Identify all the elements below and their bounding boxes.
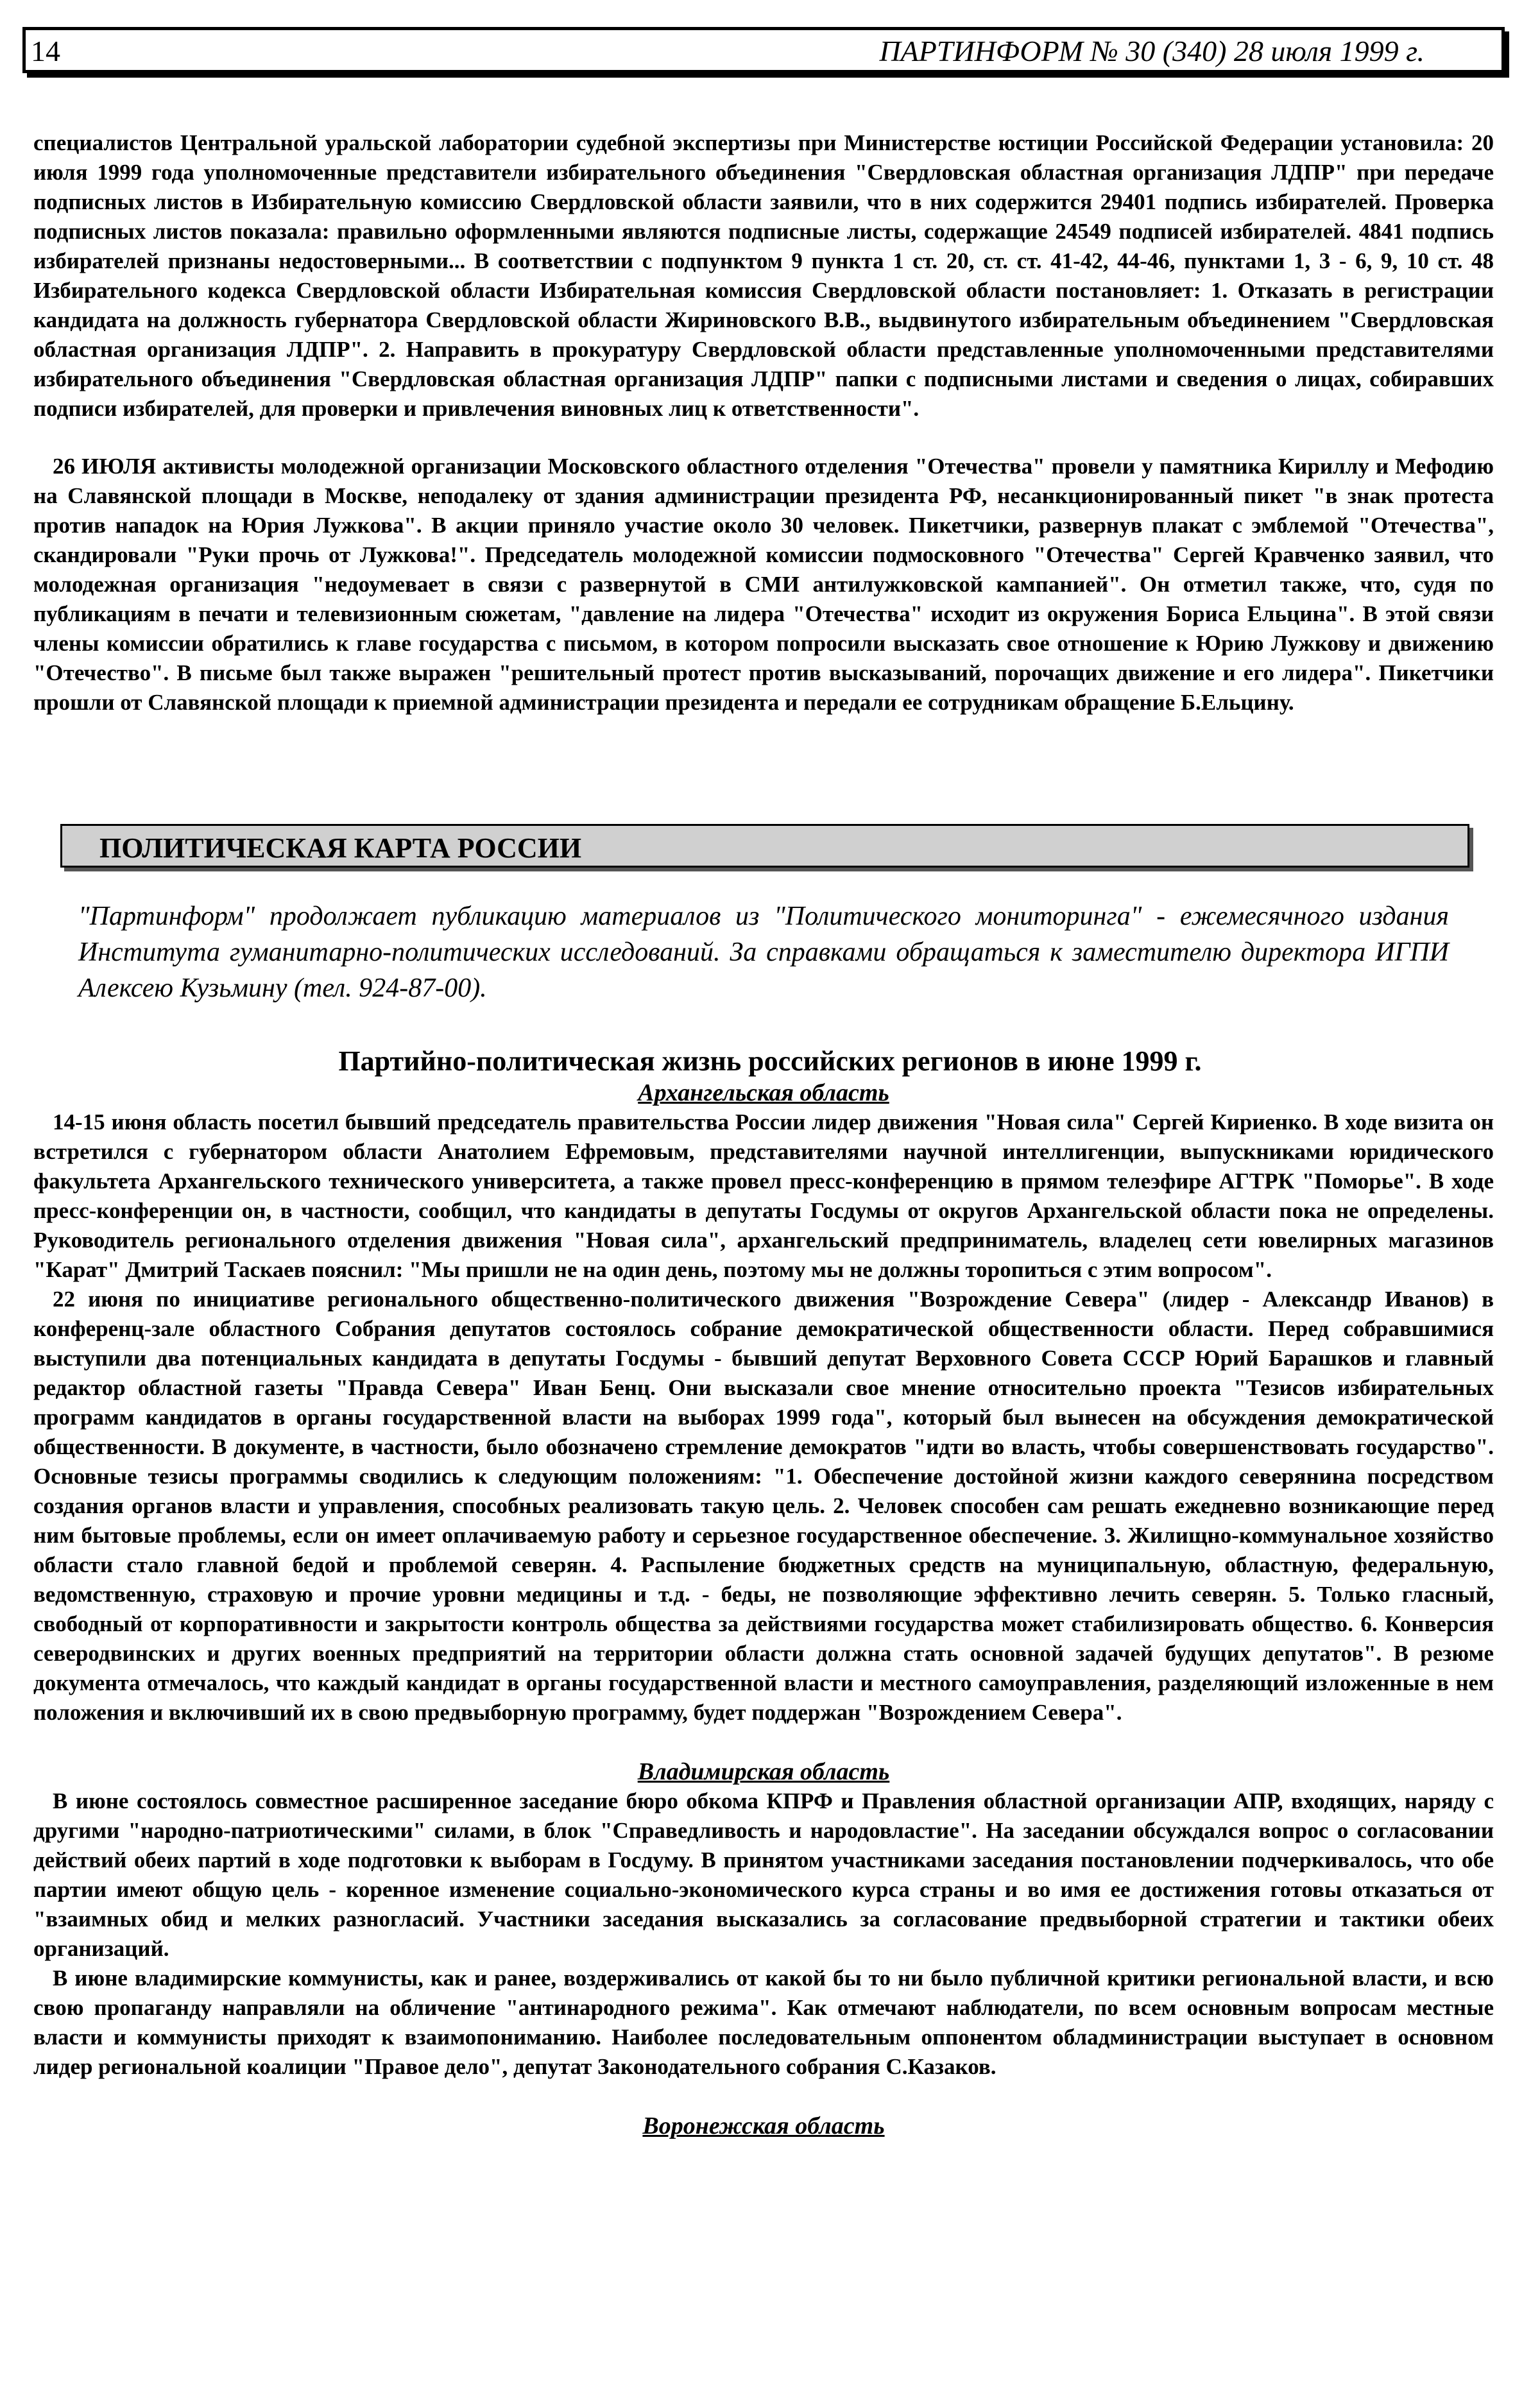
publication-title: ПАРТИНФОРМ № 30 (340) 28 июля 1999 г.	[879, 35, 1425, 67]
region-heading: Архангельская область	[638, 1079, 889, 1106]
paragraph: 22 июня по инициативе регионального общественно-политического движения "Возрождение Севера" (лидер - Александр Иванов) в конференц-зале областного Собрания депутатов состоялось собрание демократической общественности области. Перед собравшимися выступили два потенциальных кандидата в депутаты Госдумы - бывший депутат Верховного Совета СССР Юрий Барашков и главный редактор областной газеты "Правда Севера" Иван Бенц. Они высказали свое мнение относительно проекта "Тезисов избирательных программ кандидатов в органы государственной власти на выборах 1999 года", который был вынесен на обсуждения демократической общественности. В документе, в частности, было обозначено стремление демократов "идти во власть, чтобы совершенствовать государство". Основные тезисы программы сводились к следующим положениям: "1. Обеспечение достойной жизни каждого северянина посредством создания органов власти и управления, способных реализовать такую цель. 2. Человек способен сам решать ежедневно возникающие перед ним бытовые проблемы, если он имеет оплачиваемую работу и серьезное государственное обеспечение. 3. Жилищно-коммунальное хозяйство области стало главной бедой и проблемой северян. 4. Распыление бюджетных средств на муниципальную, областную, федеральную, ведомственную, страховую и прочие уровни медицины и т.д. - беды, не позволяющие эффективно лечить северян. 5. Только гласный, свободный от корпоративности и закрытости контроль общества за действиями государства может стабилизировать общество. 6. Конверсия северодвинских и других военных предприятий на территории области должна стать основной задачей будущих депутатов". В резюме документа отмечалось, что каждый кандидат в органы государственной власти и местного самоуправления, разделяющий изложенные в нем положения и включивший их в свою предвыборную программу, будет поддержан "Возрождением Севера".	[33, 1287, 1494, 1725]
paragraph: 14-15 июня область посетил бывший председатель правительства России лидер движения "Новая сила" Сергей Кириенко. В ходе визита он встретился с губернатором области Анатолием Ефремовым, представителями научной интеллигенции, выпускниками юридического факультета Архангельского технического университета, а также провел пресс-конференцию в прямом телеэфире АГТРК "Поморье". В ходе пресс-конференции он, в частности, сообщил, что кандидаты в депутаты Госдумы от округов Архангельской области пока не определены. Руководитель регионального отделения движения "Новая сила", архангельский предприниматель, владелец сети ювелирных магазинов "Карат" Дмитрий Таскаев пояснил: "Мы пришли не на один день, поэтому мы не должны торопиться с этим вопросом".	[33, 1110, 1494, 1282]
paragraph: 26 ИЮЛЯ активисты молодежной организации Московского областного отделения "Отечества" провели у памятника Кириллу и Мефодию на Славянской площади в Москве, неподалеку от здания администрации президента РФ, несанкционированный пикет "в знак протеста против нападок на Юрия Лужкова". В акции приняло участие около 30 человек. Пикетчики, развернув плакат с эмблемой "Отечества", скандировали "Руки прочь от Лужкова!". Председатель молодежной комиссии подмосковного "Отечества" Сергей Кравченко заявил, что молодежная организация "недоумевает в связи с развернутой в СМИ антилужковской кампанией". Он отметил также, что, судя по публикациям в печати и телевизионным сюжетам, "давление на лидера "Отечества" исходит из окружения Бориса Ельцина". В этой связи члены комиссии обратились к главе государства с письмом, в котором попросили высказать свое отношение к Юрию Лужкову и движению "Отечество". В письме был также выражен "решительный протест против высказываний, порочащих движение и его лидера". Пикетчики прошли от Славянской площади к приемной администрации президента и передали ее сотрудникам обращение Б.Ельцину.	[33, 454, 1494, 715]
top-article	[33, 128, 1494, 717]
paragraph: В июне состоялось совместное расширенное заседание бюро обкома КПРФ и Правления областной организации АПР, входящих, наряду с другими "народно-патриотическими" силами, в блок "Справедливость и народовластие". На заседании обсуждался вопрос о согласовании действий обеих партий в ходе подготовки к выборам в Госдуму. В принятом участниками заседания постановлении подчеркивалось, что обе партии имеют общую цель - коренное изменение социально-экономического курса страны и во имя ее достижения готовы отказаться от "взаимных обид и мелких разногласий. Участники заседания высказались за согласование предвыборной стратегии и тактики обеих организаций.	[33, 1788, 1494, 1961]
page-header	[22, 27, 1505, 73]
section-banner	[60, 824, 1469, 868]
section-title: ПОЛИТИЧЕСКАЯ КАРТА РОССИИ	[99, 832, 582, 864]
region-heading: Воронежская область	[642, 2112, 885, 2139]
paragraph: специалистов Центральной уральской лаборатории судебной экспертизы при Министерстве юстиции Российской Федерации установила: 20 июля 1999 года уполномоченные представители избирательного объединения "Свердловская областная организация ЛДПР" при передаче подписных листов в Избирательную комиссию Свердловской области заявили, что в них содержится 29401 подпись избирателей. Проверка подписных листов показала: правильно оформленными являются подписные листы, содержащие 24549 подписей избирателей. 4841 подпись избирателей признаны недостоверными... В соответствии с подпунктом 9 пункта 1 ст. 20, ст. ст. 41-42, 44-46, пунктами 1, 3 - 6, 9, 10 ст. 48 Избирательного кодекса Свердловской области Избирательная комиссия Свердловской области постановляет: 1. Отказать в регистрации кандидата на должность губернатора Свердловской области Жириновского В.В., выдвинутого избирательным объединением "Свердловская областная организация ЛДПР". 2. Направить в прокуратуру Свердловской области представленные уполномоченными представителями избирательного объединения "Свердловская областная организация ЛДПР" папки с подписными листами и сведения о лицах, собиравших подписи избирателей, для проверки и привлечения виновных лиц к ответственности".	[33, 130, 1494, 421]
region-heading: Владимирская область	[637, 1758, 890, 1785]
paragraph: В июне владимирские коммунисты, как и ранее, воздерживались от какой бы то ни было публичной критики региональной власти, и всю свою пропаганду направляли на обличение "антинародного режима". Как отмечают наблюдатели, по всем основным вопросам местные власти и коммунисты приходят к взаимопониманию. Наиболее последовательным оппонентом обладминистрации выступает в основном лидер региональной коалиции "Правое дело", депутат Законодательного собрания С.Казаков.	[33, 1966, 1494, 2079]
section-intro: "Партинформ" продолжает публикацию материалов из "Политического мониторинга" - ежемесячного издания Института гуманитарно-политических исследований. За справками обращаться к заместителю директора ИГПИ Алексею Кузьмину (тел. 924-87-00).	[78, 902, 1449, 1003]
article-title: Партийно-политическая жизнь российских регионов в июне 1999 г.	[338, 1045, 1202, 1077]
regions-article	[33, 1078, 1494, 2141]
page-number: 14	[31, 35, 60, 67]
